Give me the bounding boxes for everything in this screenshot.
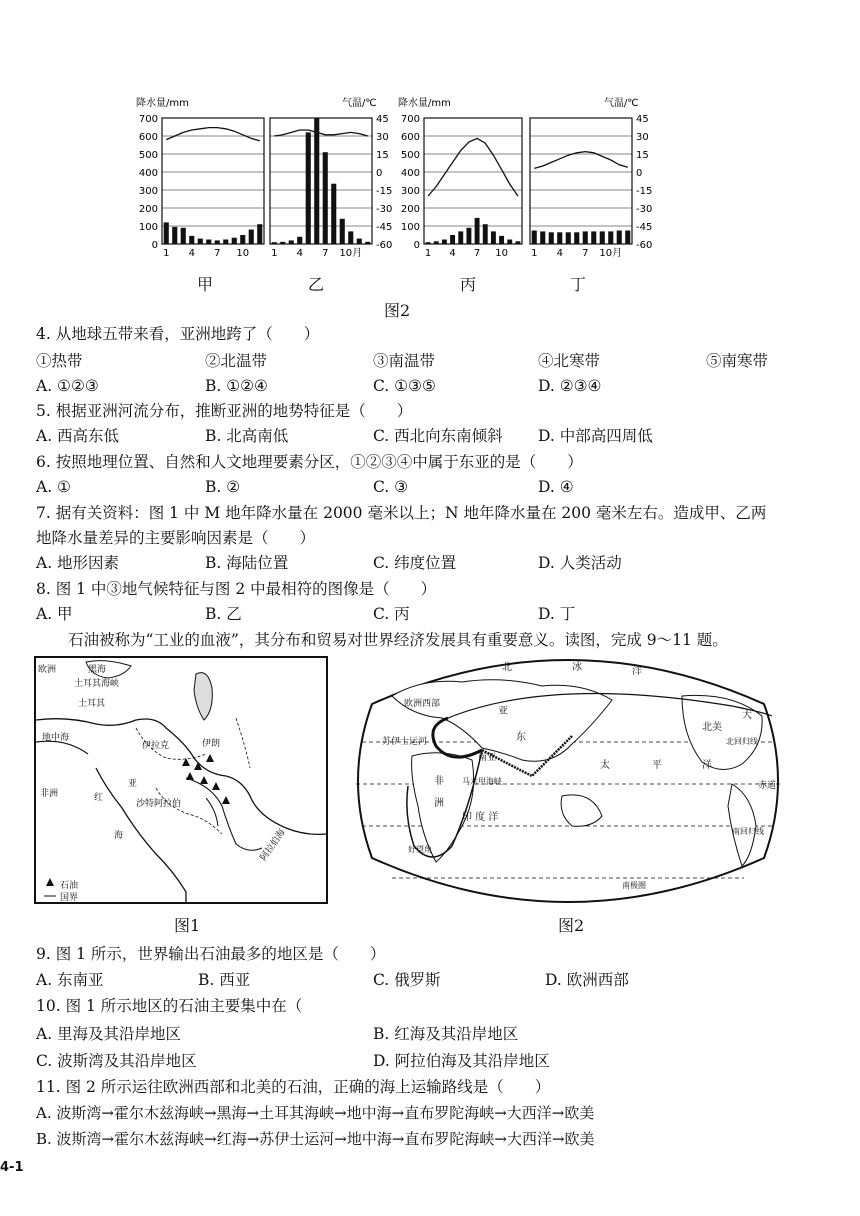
precip-bar — [458, 231, 463, 244]
temp-line — [166, 128, 259, 141]
precip-bar — [617, 231, 622, 245]
precip-bar — [574, 232, 579, 244]
month-tick: 4 — [449, 248, 456, 259]
precip-bar — [491, 231, 496, 244]
map2-label-malacca: 马六甲海峡 — [462, 777, 502, 786]
q11-option-b: B. 波斯湾→霍尔木兹海峡→红海→苏伊士运河→地中海→直布罗陀海峡→大西洋→欧美 — [36, 1130, 595, 1148]
temp-tick: 45 — [376, 114, 389, 125]
q4-option-d: D. ②③④ — [538, 377, 602, 395]
temp-line — [274, 130, 368, 136]
temp-axis-label-1: 气温/℃ — [342, 98, 377, 109]
q6-option-c: C. ③ — [373, 478, 409, 496]
temp-tick: 30 — [636, 132, 649, 143]
map2-label-south-asia: 南亚 — [478, 753, 497, 763]
q4-item-3: ③南温带 — [373, 352, 436, 370]
map2-caption: 图2 — [558, 916, 585, 935]
precip-bar — [591, 231, 596, 244]
precip-bar — [232, 238, 237, 244]
precip-bar — [164, 222, 169, 244]
temp-tick: -45 — [636, 222, 653, 233]
precip-bar — [566, 232, 571, 244]
map2-label-fei: 非 — [434, 776, 444, 787]
precip-axis-label-1: 降水量/mm — [136, 98, 189, 109]
precip-bar — [507, 240, 512, 245]
precip-bar — [515, 241, 520, 244]
q4-option-b: B. ①②④ — [205, 377, 268, 395]
map2-label-west-europe: 欧洲西部 — [404, 699, 441, 709]
precip-tick: 400 — [138, 168, 158, 179]
precip-bar — [289, 240, 294, 244]
map1-label-turkey: 土耳其 — [78, 699, 106, 709]
precip-tick: 700 — [138, 114, 158, 125]
precip-bar — [272, 242, 277, 244]
precip-bar — [240, 235, 245, 244]
chart-frame — [530, 118, 632, 244]
month-tick: 4 — [188, 248, 195, 259]
temp-tick: 0 — [376, 168, 383, 179]
q10-option-d: D. 阿拉伯海及其沿岸地区 — [373, 1052, 550, 1070]
month-tick: 10 — [495, 248, 508, 259]
map2-label-zhou: 洲 — [434, 798, 444, 809]
month-tick: 4 — [296, 248, 303, 259]
precip-tick: 300 — [138, 186, 158, 197]
q9-option-b: B. 西亚 — [198, 971, 251, 989]
precip-bar — [608, 231, 613, 244]
chart-title-bing: 丙 — [460, 275, 477, 294]
month-tick: 1 — [531, 248, 538, 259]
temp-tick: -30 — [376, 204, 393, 215]
temp-tick: -30 — [636, 204, 653, 215]
q11-option-a: A. 波斯湾→霍尔木兹海峡→黑海→土耳其海峡→地中海→直布罗陀海峡→大西洋→欧美 — [36, 1104, 595, 1122]
chart-title-ding: 丁 — [570, 275, 587, 294]
q5-option-d: D. 中部高四周低 — [538, 427, 653, 445]
precip-bar — [198, 239, 203, 244]
q6-option-a: A. ① — [36, 478, 71, 496]
q4-stem: 4. 从地球五带来看，亚洲地跨了（ ） — [36, 325, 320, 343]
precip-bar — [434, 241, 439, 244]
precip-bar — [257, 224, 262, 244]
temp-tick: -15 — [376, 186, 393, 197]
chart-frame — [270, 118, 372, 244]
temp-tick: 15 — [636, 150, 649, 161]
map1-label-iran: 伊朗 — [202, 739, 221, 749]
month-tick: 1 — [271, 248, 278, 259]
precip-tick: 100 — [138, 222, 158, 233]
map2-label-suez: 苏伊士运河 — [382, 737, 428, 747]
q7-option-c: C. 纬度位置 — [373, 554, 457, 572]
precip-tick: 500 — [400, 150, 420, 161]
map1-label-africa: 非洲 — [40, 789, 59, 799]
map1-caption: 图1 — [174, 916, 201, 935]
temp-tick: 15 — [376, 150, 389, 161]
q10-option-b: B. 红海及其沿岸地区 — [373, 1025, 519, 1043]
q4-item-5: ⑤南寒带 — [706, 352, 769, 370]
precip-bar — [600, 231, 605, 244]
page-label: 4-1 — [0, 1160, 24, 1175]
precip-tick: 200 — [138, 204, 158, 215]
temp-axis-label-2: 气温/℃ — [604, 98, 639, 109]
q5-option-b: B. 北高南低 — [205, 427, 289, 445]
precip-bar — [532, 231, 537, 245]
map1-label-mediterranean: 地中海 — [42, 733, 70, 743]
map2-label-cape: 好望角 — [408, 845, 432, 854]
q5-option-c: C. 西北向东南倾斜 — [373, 427, 503, 445]
precip-bar — [306, 132, 311, 244]
map2-label-antarctic-circle: 南极圈 — [622, 881, 646, 890]
month-tick: 7 — [473, 248, 481, 259]
temp-tick: -45 — [376, 222, 393, 233]
month-tick: 1 — [424, 248, 432, 259]
month-tick: 7 — [582, 248, 589, 259]
temp-tick: -15 — [636, 186, 653, 197]
q9-stem: 9. 图 1 所示，世界输出石油最多的地区是（ ） — [36, 945, 386, 963]
precip-tick: 500 — [138, 150, 158, 161]
q7-stem-line1: 7. 据有关资料：图 1 中 M 地年降水量在 2000 毫米以上；N 地年降水量在 200 毫米左右。造成甲、乙两 — [36, 504, 767, 522]
chart-title-yi: 乙 — [308, 275, 325, 294]
precip-axis-label-2: 降水量/mm — [398, 98, 451, 109]
map1-label-sea: 海 — [114, 831, 124, 841]
q7-option-d: D. 人类活动 — [538, 554, 622, 572]
q10-option-c: C. 波斯湾及其沿岸地区 — [36, 1052, 197, 1070]
precip-bar — [475, 218, 480, 244]
figure-caption: 图2 — [384, 301, 411, 320]
q4-item-2: ②北温带 — [205, 352, 268, 370]
precip-bar — [249, 230, 254, 244]
precip-bar — [357, 239, 362, 244]
map2-label-north: 北 — [502, 662, 512, 673]
precip-bar — [280, 242, 285, 244]
map1-label-black-sea: 黑海 — [88, 665, 107, 675]
q6-stem: 6. 按照地理位置、自然和人文地理要素分区，①②③④中属于东亚的是（ ） — [36, 453, 583, 471]
map1-label-arabian-sea: 阿拉伯海 — [258, 827, 288, 863]
map-world-oil-routes — [352, 656, 784, 906]
precip-bar — [189, 236, 194, 244]
chart-title-jia: 甲 — [197, 275, 214, 294]
map1-legend-border: 国界 — [60, 893, 79, 903]
q4-option-a: A. ①②③ — [36, 377, 99, 395]
q5-stem: 5. 根据亚洲河流分布，推断亚洲的地势特征是（ ） — [36, 402, 413, 420]
precip-tick: 400 — [400, 168, 420, 179]
precip-bar — [557, 232, 562, 244]
q11-stem: 11. 图 2 所示运往欧洲西部和北美的石油，正确的海上运输路线是（ ） — [36, 1078, 551, 1096]
temp-line — [428, 138, 518, 196]
map1-label-red: 红 — [94, 793, 104, 803]
map2-label-equator: 赤道 — [758, 781, 777, 791]
q9-option-c: C. 俄罗斯 — [373, 971, 441, 989]
precip-tick: 0 — [151, 240, 158, 251]
precip-bar — [450, 235, 455, 244]
precip-bar — [172, 227, 177, 244]
q8-option-a: A. 甲 — [36, 605, 73, 623]
q7-option-a: A. 地形因素 — [36, 554, 120, 572]
q4-option-c: C. ①③⑤ — [373, 377, 436, 395]
map2-label-ocean-north: 洋 — [632, 666, 642, 677]
map1-label-iraq: 伊拉克 — [142, 741, 170, 751]
precip-bar — [181, 228, 186, 244]
q8-option-c: C. 丙 — [373, 605, 410, 623]
precip-bar — [365, 242, 370, 244]
temp-tick: 0 — [636, 168, 643, 179]
map1-legend-oil: 石油 — [60, 881, 79, 891]
precip-bar — [223, 240, 228, 245]
month-tick: 7 — [214, 248, 221, 259]
map2-label-ping: 平 — [652, 760, 662, 771]
precip-tick: 600 — [400, 132, 420, 143]
q6-option-b: B. ② — [205, 478, 241, 496]
precip-tick: 200 — [400, 204, 420, 215]
precip-bar — [206, 240, 211, 245]
temp-tick: 45 — [636, 114, 649, 125]
precip-bar — [549, 232, 554, 244]
precip-tick: 300 — [400, 186, 420, 197]
q4-item-1: ①热带 — [36, 352, 83, 370]
map2-label-tropic-cancer: 北回归线 — [726, 737, 758, 746]
precip-bar — [426, 242, 431, 244]
map2-label-da: 大 — [742, 710, 752, 721]
map2-label-tai: 太 — [600, 760, 610, 771]
precip-bar — [483, 224, 488, 244]
q10-stem: 10. 图 1 所示地区的石油主要集中在（ — [36, 997, 303, 1015]
temp-tick: -60 — [376, 240, 393, 251]
precip-bar — [323, 152, 328, 244]
map2-label-tropic-capricorn: 南回归线 — [732, 827, 764, 836]
q8-option-d: D. 丁 — [538, 605, 576, 623]
climate-charts — [0, 90, 860, 290]
temp-tick: -60 — [636, 240, 653, 251]
map2-label-east: 东 — [516, 732, 526, 743]
map1-label-saudi: 沙特阿拉伯 — [136, 799, 182, 809]
precip-bar — [331, 184, 336, 244]
q10-option-a: A. 里海及其沿岸地区 — [36, 1025, 182, 1043]
month-tick: 10 — [236, 248, 250, 259]
precip-bar — [215, 240, 220, 244]
q6-option-d: D. ④ — [538, 478, 574, 496]
precip-bar — [583, 231, 588, 244]
month-tick: 10月 — [339, 248, 363, 259]
q9-option-d: D. 欧洲西部 — [545, 971, 629, 989]
q8-option-b: B. 乙 — [205, 605, 242, 623]
month-tick: 7 — [322, 248, 329, 259]
map1-drawing — [36, 658, 326, 902]
precip-tick: 0 — [413, 240, 420, 251]
q4-item-4: ④北寒带 — [538, 352, 601, 370]
precip-bar — [348, 231, 353, 244]
q5-option-a: A. 西高东低 — [36, 427, 120, 445]
map2-label-asia: 亚 — [498, 706, 508, 717]
precip-bar — [466, 228, 471, 244]
temp-tick: 30 — [376, 132, 389, 143]
map2-label-north-america: 北美 — [702, 722, 722, 733]
q8-stem: 8. 图 1 中③地气候特征与图 2 中最相符的图像是（ ） — [36, 580, 437, 598]
precip-bar — [625, 231, 630, 245]
month-tick: 10月 — [599, 248, 623, 259]
map-middle-east — [34, 656, 328, 904]
map2-label-ice: 冰 — [572, 662, 582, 673]
map2-label-yang: 洋 — [702, 760, 712, 771]
map1-label-asia: 亚 — [128, 779, 138, 789]
q7-option-b: B. 海陆位置 — [205, 554, 289, 572]
precip-tick: 700 — [400, 114, 420, 125]
precip-bar — [340, 219, 345, 244]
map2-label-indian-ocean: 印 度 洋 — [462, 812, 499, 823]
map1-label-turkish-strait: 土耳其海峡 — [74, 679, 120, 689]
precip-bar — [442, 240, 447, 245]
q9-option-a: A. 东南亚 — [36, 971, 104, 989]
q7-stem-line2: 地降水量差异的主要影响因素是（ ） — [36, 529, 316, 547]
precip-tick: 600 — [138, 132, 158, 143]
month-tick: 4 — [556, 248, 563, 259]
section-intro: 石油被称为“工业的血液”，其分布和贸易对世界经济发展具有重要意义。读图，完成 9～11 题。 — [68, 631, 728, 649]
precip-bar — [499, 236, 504, 244]
map1-label-europe: 欧洲 — [38, 665, 57, 675]
precip-bar — [540, 231, 545, 244]
precip-tick: 100 — [400, 222, 420, 233]
month-tick: 1 — [163, 248, 170, 259]
precip-bar — [314, 118, 319, 244]
precip-bar — [297, 237, 302, 244]
